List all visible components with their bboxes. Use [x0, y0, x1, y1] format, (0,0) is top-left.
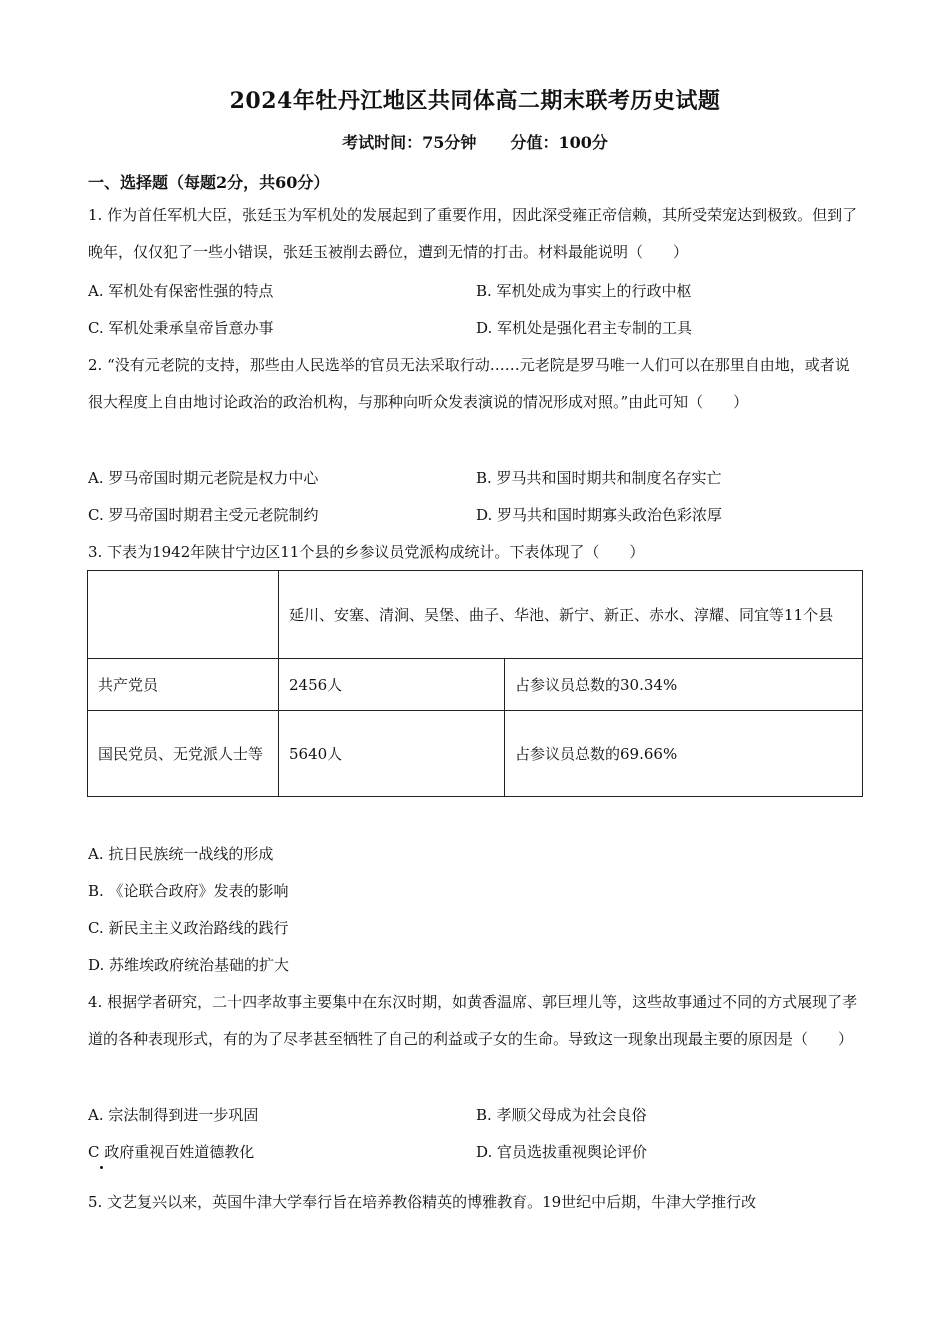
question-2-option-c[interactable]: C. 罗马帝国时期君主受元老院制约: [88, 506, 319, 524]
question-2-option-a[interactable]: A. 罗马帝国时期元老院是权力中心: [88, 469, 319, 487]
question-3-option-c[interactable]: C. 新民主主义政治路线的践行: [88, 919, 289, 937]
question-2-option-b[interactable]: B. 罗马共和国时期共和制度名存实亡: [476, 469, 722, 487]
table-cell-group: 共产党员: [88, 659, 279, 711]
question-1-stem: 1. 作为首任军机大臣，张廷玉为军机处的发展起到了重要作用，因此深受雍正帝信赖，其所受荣宠达到极致。但到了晚年，仅仅犯了一些小错误，张廷玉被削去爵位，遭到无情的打击。材料最能说明（ ）: [88, 206, 858, 261]
question-3-option-a[interactable]: A. 抗日民族统一战线的形成: [88, 845, 274, 863]
question-4-option-c[interactable]: C 政府重视百姓道德教化: [88, 1143, 255, 1161]
question-3-option-b[interactable]: B. 《论联合政府》发表的影响: [88, 882, 289, 900]
table-row: [88, 711, 863, 797]
table-header-cell: 延川、安塞、清涧、吴堡、曲子、华池、新宁、新正、赤水、淳耀、同宜等11个县: [279, 571, 863, 659]
question-1-option-d[interactable]: D. 军机处是强化君主专制的工具: [476, 319, 693, 337]
table-cell-count: 2456人: [279, 659, 505, 711]
table-row: [88, 659, 863, 711]
section-heading: 一、选择题（每题2分，共60分）: [88, 173, 330, 192]
question-3-stem: 3. 下表为1942年陕甘宁边区11个县的乡参议员党派构成统计。下表体现了（ ）: [88, 543, 645, 561]
question-2-stem: 2. “没有元老院的支持，那些由人民选举的官员无法采取行动……元老院是罗马唯一人们可以在那里自由地，或者说很大程度上自由地讨论政治的政治机构，与那种向听众发表演说的情况形成对照。”由此可知（ ）: [88, 356, 850, 411]
table-corner-cell: [88, 571, 279, 659]
question-1-option-b[interactable]: B. 军机处成为事实上的行政中枢: [476, 282, 692, 300]
table-cell-count: 5640人: [279, 711, 505, 797]
question-4-option-d[interactable]: D. 官员选拔重视舆论评价: [476, 1143, 648, 1161]
party-composition-table: [87, 570, 863, 797]
stray-dot-mark: [100, 1166, 103, 1169]
exam-time: 考试时间：75分钟: [342, 133, 477, 152]
question-4-option-b[interactable]: B. 孝顺父母成为社会良俗: [476, 1106, 647, 1124]
exam-score: 分值：100分: [510, 133, 608, 152]
question-1-option-c[interactable]: C. 军机处秉承皇帝旨意办事: [88, 319, 274, 337]
question-2-option-d[interactable]: D. 罗马共和国时期寡头政治色彩浓厚: [476, 506, 723, 524]
question-1-option-a[interactable]: A. 军机处有保密性强的特点: [88, 282, 274, 300]
question-5-stem: 5. 文艺复兴以来，英国牛津大学奉行旨在培养教俗精英的博雅教育。19世纪中后期，牛津大学推行改: [88, 1193, 757, 1211]
question-3-option-d[interactable]: D. 苏维埃政府统治基础的扩大: [88, 956, 290, 974]
table-cell-group: 国民党员、无党派人士等: [88, 711, 279, 797]
page-title: 2024年牡丹江地区共同体高二期末联考历史试题: [229, 88, 721, 114]
exam-info: [0, 130, 950, 153]
question-4-option-a[interactable]: A. 宗法制得到进一步巩固: [88, 1106, 259, 1124]
question-4-stem: 4. 根据学者研究，二十四孝故事主要集中在东汉时期，如黄香温席、郭巨埋儿等，这些故事通过不同的方式展现了孝道的各种表现形式，有的为了尽孝甚至牺牲了自己的利益或子女的生命。导致这一现象出现最主要的原因是（ ）: [88, 993, 858, 1048]
table-header-row: [88, 571, 863, 659]
table-cell-share: 占参议员总数的69.66%: [505, 711, 863, 797]
table-cell-share: 占参议员总数的30.34%: [505, 659, 863, 711]
